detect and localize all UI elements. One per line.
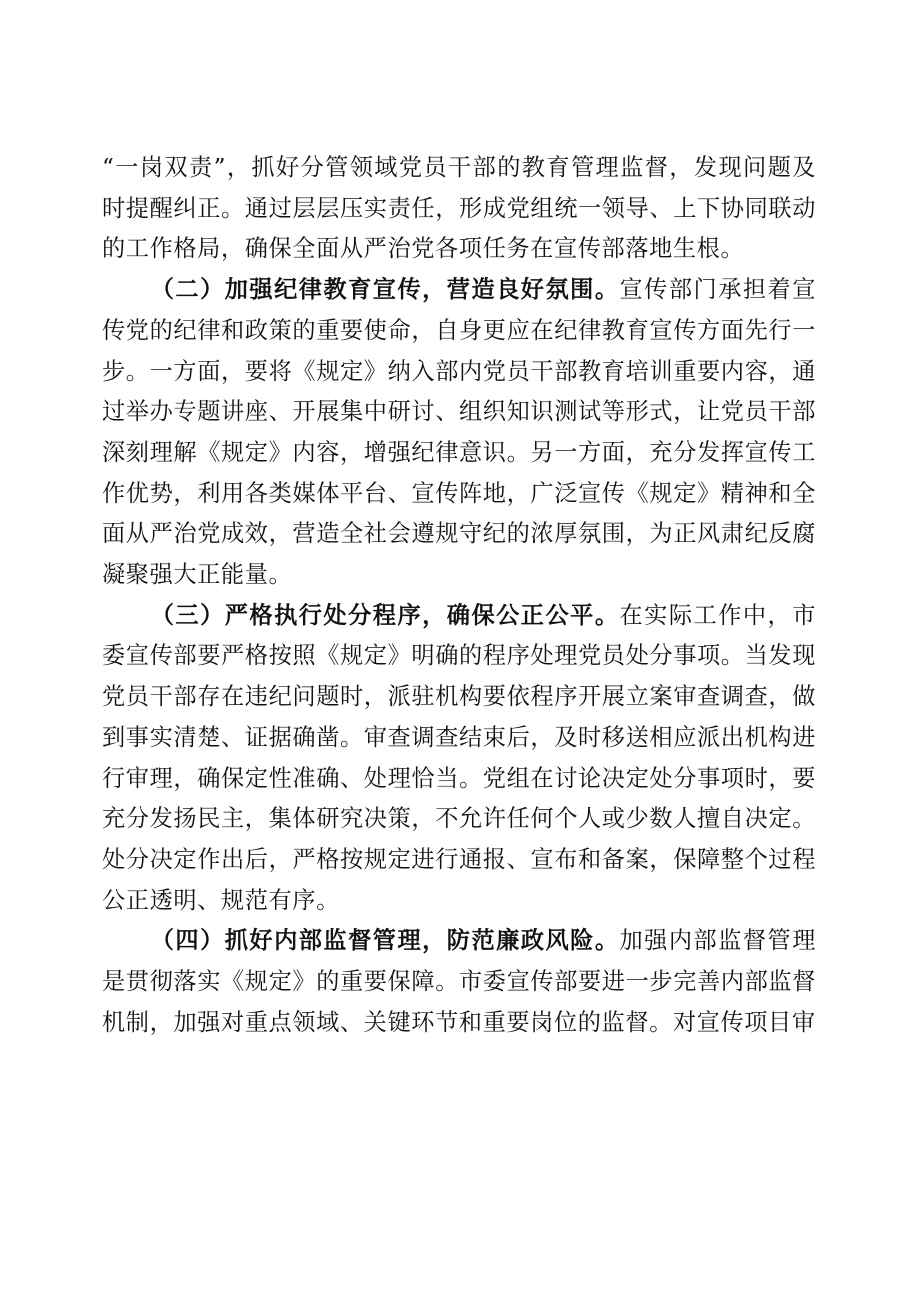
paragraph-2-text: 宣传部门承担着宣传党的纪律和政策的重要使命，自身更应在纪律教育宣传方面先行一步。一方面，要将《规定》纳入部内党员干部教育培训重要内容，通过举办专题讲座、开展集中研讨、组织知识测试等形式，让党员干部深刻理解《规定》内容，增强纪律意识。另一方面，充分发挥宣传工作优势，利用各类媒体平台、宣传阵地，广泛宣传《规定》精神和全面从严治党成效，营造全社会遵规守纪的浓厚氛围，为正风肃纪反腐凝聚强大正能量。 [102, 276, 816, 589]
paragraph-4-text: 加强内部监督管理是贯彻落实《规定》的重要保障。市委宣传部要进一步完善内部监督机制，加强对重点领域、关键环节和重要岗位的监督。对宣传项目审 [102, 927, 816, 1036]
paragraph-3 [102, 596, 816, 922]
paragraph-4 [102, 921, 816, 1043]
paragraph-3-text: 在实际工作中，市委宣传部要严格按照《规定》明确的程序处理党员处分事项。当发现党员干部存在违纪问题时，派驻机构要依程序开展立案审查调查，做到事实清楚、证据确凿。审查调查结束后，及时移送相应派出机构进行审理，确保定性准确、处理恰当。党组在讨论决定处分事项时，要充分发扬民主，集体研究决策，不允许任何个人或少数人擅自决定。处分决定作出后，严格按规定进行通报、宣布和备案，保障整个过程公正透明、规范有序。 [102, 601, 816, 914]
paragraph-1 [102, 148, 816, 270]
section-heading-4: （四）抓好内部监督管理，防范廉政风险。 [150, 927, 620, 955]
section-heading-2: （二）加强纪律教育宣传，营造良好氛围。 [150, 276, 620, 304]
document-body [102, 148, 816, 1043]
paragraph-2 [102, 270, 816, 596]
paragraph-1-text: “一岗双责”，抓好分管领域党员干部的教育管理监督，发现问题及时提醒纠正。通过层层压实责任，形成党组统一领导、上下协同联动的工作格局，确保全面从严治党各项任务在宣传部落地生根。 [102, 154, 816, 263]
section-heading-3: （三）严格执行处分程序，确保公正公平。 [150, 601, 620, 629]
